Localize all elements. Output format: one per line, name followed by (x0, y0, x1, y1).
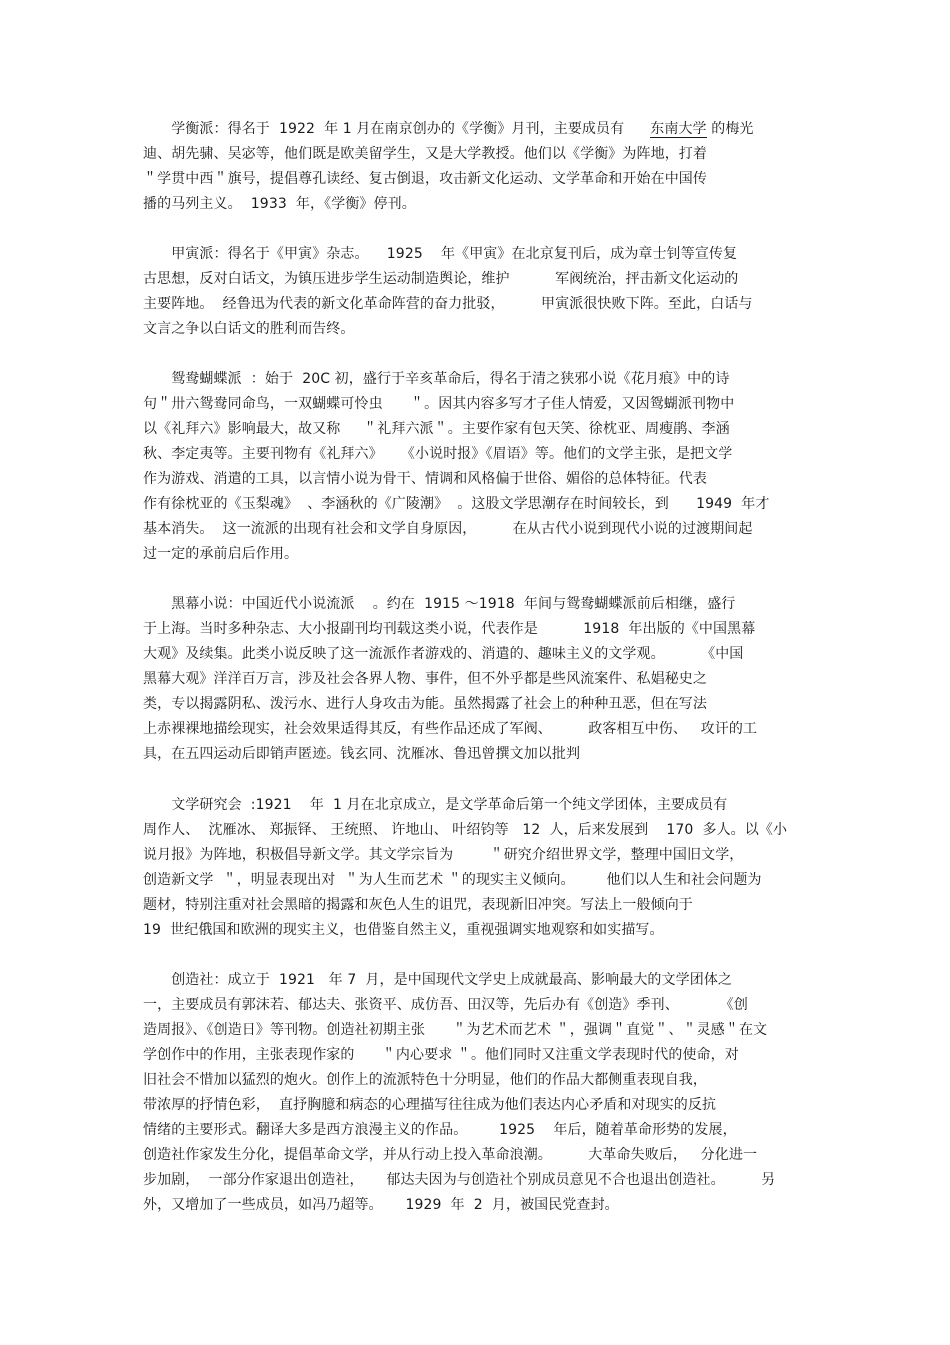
line-text: 学衡派：得名于 1922 年 1 月在南京创办的《学衡》月刊，主要成员有 (143, 121, 625, 137)
line-text: 的梅光 (711, 121, 754, 137)
text-line: 甲寅派：得名于《甲寅》杂志。 1925 年《甲寅》在北京复刊后，成为章士钊等宣传复 (143, 246, 738, 262)
text-line: 过一定的承前启后作用。 (143, 546, 299, 562)
text-line: 文学研究会 :1921 年 1 月在北京成立，是文学革命后第一个纯文学团体，主要成员有 (143, 797, 728, 813)
text-line: 学创作中的作用，主张表现作家的 ＂内心要求 ＂。他们同时又注重文学表现时代的使命，对 (143, 1047, 739, 1063)
text-line: 类，专以揭露阴私、泼污水、进行人身攻击为能。虽然揭露了社会上的种种丑恶，但在写法 (143, 696, 707, 712)
text-line: 作为游戏、消遣的工具，以言情小说为骨干、情调和风格偏于世俗、媚俗的总体特征。代表 (143, 471, 707, 487)
text-line: 说月报》为阵地，积极倡导新文学。其文学宗旨为 ＂研究介绍世界文学，整理中国旧文学， (143, 847, 744, 863)
text-line: 基本消失。 这一流派的出现有社会和文学自身原因， 在从古代小说到现代小说的过渡期间起 (143, 521, 753, 537)
text-line: 作有徐枕亚的《玉梨魂》 、李涵秋的《广陵潮》 。这股文学思潮存在时间较长，到 1949 年才 (143, 496, 770, 512)
text-line: 迪、胡先骕、吴宓等，他们既是欧美留学生，又是大学教授。他们以《学衡》为阵地，打着 (143, 146, 707, 162)
text-line (143, 120, 754, 138)
text-line: 创造社作家发生分化，提倡革命文学，并从行动上投入革命浪潮。 大革命失败后， 分化进一 (143, 1147, 758, 1163)
text-line: 句＂卅六鸳鸯同命鸟，一双蝴蝶可怜虫 ＂。因其内容多写才子佳人情爱，又因鸳蝴派刊物中 (143, 396, 735, 412)
text-line: 情绪的主要形式。翻译大多是西方浪漫主义的作品。 1925 年后，随着革命形势的发展， (143, 1122, 737, 1138)
text-line: 创造新文学 ＂，明显表现出对 ＂为人生而艺术 ＂的现实主义倾向。 他们以人生和社会问题为 (143, 872, 762, 888)
text-line: 古思想，反对白话文，为镇压进步学生运动制造舆论，维护 军阀统治，抨击新文化运动的 (143, 271, 739, 287)
text-line: 具，在五四运动后即销声匿迹。钱玄同、沈雁冰、鲁迅曾撰文加以批判 (143, 746, 581, 762)
text-line: 带浓厚的抒情色彩， 直抒胸臆和病态的心理描写往往成为他们表达内心矛盾和对现实的反抗 (143, 1097, 717, 1113)
text-line: 旧社会不惜加以猛烈的炮火。创作上的流派特色十分明显，他们的作品大都侧重表现自我， (143, 1072, 707, 1088)
text-line: 周作人、 沈雁冰、 郑振铎、 王统照、 许地山、 叶绍钧等 12 人，后来发展到 170 多人。以《小 (143, 822, 788, 838)
text-line: 造周报》、《创造日》等刊物。创造社初期主张 ＂为艺术而艺术 ＂，强调＂直觉＂、＂灵感＂在文 (143, 1022, 768, 1038)
text-line: 播的马列主义。 1933 年，《学衡》停刊。 (143, 196, 416, 212)
text-line: 主要阵地。 经鲁迅为代表的新文化革命阵营的奋力批驳， 甲寅派很快败下阵。至此，白话与 (143, 296, 753, 312)
text-line: 以《礼拜六》影响最大，故又称 ＂礼拜六派＂。主要作家有包天笑、徐枕亚、周瘦鹃、李涵 (143, 421, 730, 437)
text-line: 步加剧， 一部分作家退出创造社， 郁达夫因为与创造社个别成员意见不合也退出创造社。 另 (143, 1172, 776, 1188)
link-southeast-university[interactable]: 东南大学 (650, 121, 707, 137)
text-line: 创造社：成立于 1921 年 7 月，是中国现代文学史上成就最高、影响最大的文学团体之 (143, 972, 733, 988)
text-line: 题材，特别注重对社会黑暗的揭露和灰色人生的诅咒，表现新旧冲突。写法上一般倾向于 (143, 897, 693, 913)
text-line: 大观》及续集。此类小说反映了这一流派作者游戏的、消遣的、趣味主义的文学观。 《中国 (143, 646, 744, 662)
text-line: 秋、李定夷等。主要刊物有《礼拜六》 《小说时报》《眉语》等。他们的文学主张，是把文学 (143, 446, 733, 462)
text-line: 鸳鸯蝴蝶派 ：始于 20C 初，盛行于辛亥革命后，得名于清之狭邪小说《花月痕》中的诗 (143, 371, 730, 387)
text-line: 黑幕小说：中国近代小说流派 。约在 1915 ～1918 年间与鸳鸯蝴蝶派前后相继，盛行 (143, 596, 736, 612)
text-line: 文言之争以白话文的胜利而告终。 (143, 321, 355, 337)
text-line: 于上海。当时多种杂志、大小报副刊均刊载这类小说，代表作是 1918 年出版的《中国黑幕 (143, 621, 756, 637)
text-line: ＂学贯中西＂旗号，提倡尊孔读经、复古倒退，攻击新文化运动、文学革命和开始在中国传 (143, 171, 707, 187)
text-line: 外，又增加了一些成员，如冯乃超等。 1929 年 2 月，被国民党查封。 (143, 1197, 619, 1213)
text-line: 黑幕大观》洋洋百万言，涉及社会各界人物、事件，但不外乎都是些风流案件、私娼秘史之 (143, 671, 707, 687)
text-line: 一，主要成员有郭沫若、郁达夫、张资平、成仿吾、田汉等，先后办有《创造》季刊、 《创 (143, 997, 748, 1013)
text-line: 19 世纪俄国和欧洲的现实主义，也借鉴自然主义，重视强调实地观察和如实描写。 (143, 922, 664, 938)
text-line: 上赤裸裸地描绘现实，社会效果适得其反，有些作品还成了军阀、 政客相互中伤、 攻讦的工 (143, 721, 758, 737)
